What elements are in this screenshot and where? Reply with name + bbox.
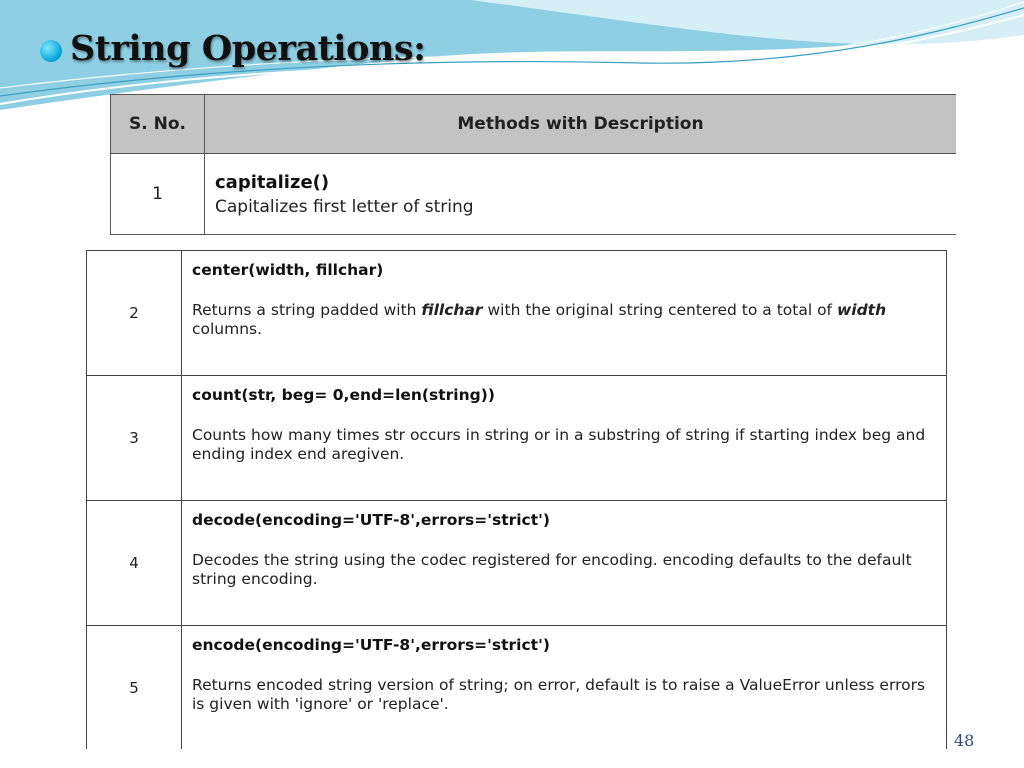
method-name: encode(encoding='UTF-8',errors='strict')	[192, 636, 550, 654]
bullet-icon	[40, 40, 62, 62]
table-row	[87, 501, 947, 626]
method-description: Decodes the string using the codec registered for encoding. encoding defaults to the default string encoding.	[192, 551, 912, 588]
method-description: Capitalizes first letter of string	[215, 196, 474, 217]
header-sno: S. No.	[111, 95, 205, 154]
row-method-cell	[182, 376, 947, 501]
method-name: capitalize()	[215, 171, 330, 193]
page-number: 48	[954, 731, 975, 750]
header-methods: Methods with Description	[205, 95, 957, 154]
row-number: 3	[87, 376, 182, 501]
method-description: Counts how many times str occurs in string or in a substring of string if starting index beg and ending index end aregiven.	[192, 426, 926, 463]
slide-title-row	[40, 28, 426, 69]
row-number: 5	[87, 626, 182, 750]
table-row	[87, 376, 947, 501]
method-name: decode(encoding='UTF-8',errors='strict')	[192, 511, 550, 529]
desc-text: Returns a string padded with	[192, 301, 422, 319]
methods-table-part-2	[86, 250, 947, 749]
desc-emphasis: fillchar	[421, 301, 483, 319]
method-name: count(str, beg= 0,end=len(string))	[192, 386, 495, 404]
row-method-cell	[182, 251, 947, 376]
desc-text: columns.	[192, 320, 263, 338]
row-number: 4	[87, 501, 182, 626]
row-number: 2	[87, 251, 182, 376]
desc-text: with the original string centered to a total of	[482, 301, 837, 319]
method-description: Returns encoded string version of string; on error, default is to raise a ValueError unless errors is given with 'ignore' or 'replace'.	[192, 676, 926, 713]
methods-table-part-1	[110, 94, 956, 235]
method-name: center(width, fillchar)	[192, 261, 384, 279]
table-row	[87, 251, 947, 376]
row-method-cell	[205, 154, 957, 235]
slide-title: String Operations:	[70, 28, 426, 69]
row-number: 1	[111, 154, 205, 235]
method-description	[192, 301, 936, 339]
table-row	[111, 154, 957, 235]
row-method-cell	[182, 626, 947, 750]
table-row	[87, 626, 947, 750]
table-header-row	[111, 95, 957, 154]
row-method-cell	[182, 501, 947, 626]
desc-emphasis: width	[836, 301, 887, 319]
